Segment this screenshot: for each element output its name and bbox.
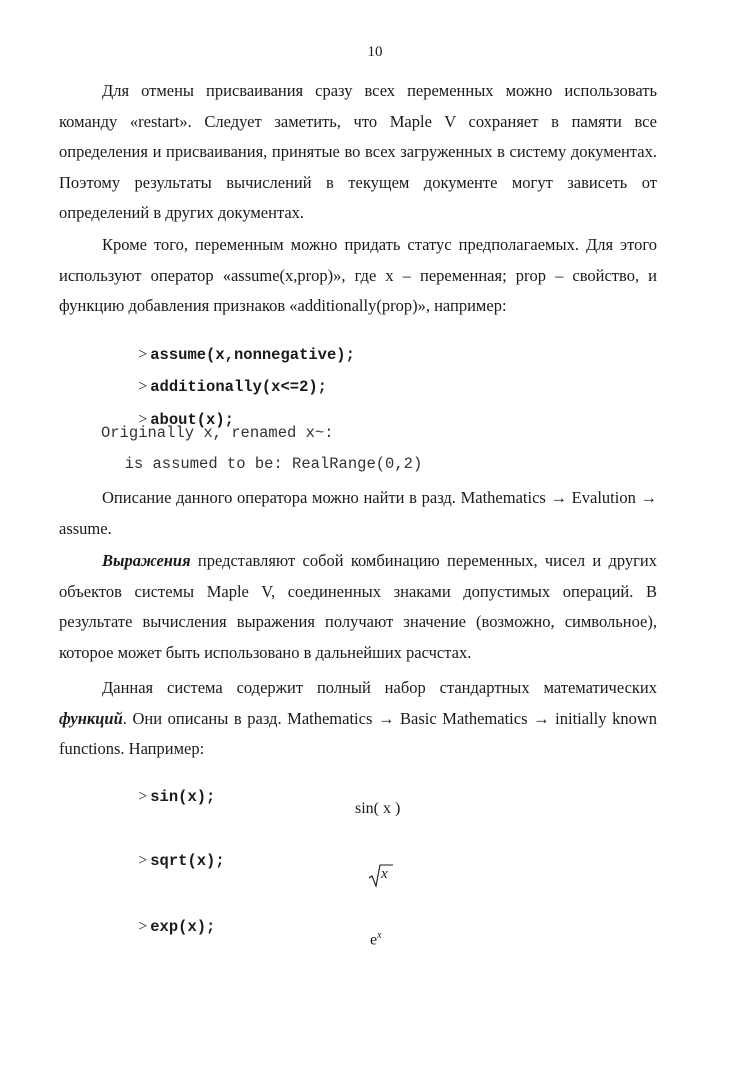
command-text: sin(x);: [150, 788, 216, 806]
command-text: exp(x);: [150, 918, 216, 936]
command-text: additionally(x<=2);: [150, 378, 327, 396]
maple-input-sqrt: [101, 834, 225, 888]
exp-base: e: [370, 931, 378, 949]
prompt-symbol: >: [138, 918, 148, 935]
maple-output-line-1: Originally x, renamed x~:: [101, 424, 334, 442]
paragraph-expressions-text: представляют собой комбинацию переменных, чисел и других объектов системы Maple V, соединенных знаками допустимых операций. В результате вычисления выражения получают значение (возможно, символьное), которое может быть использовано в дальнейших расчстах.: [59, 551, 657, 662]
maple-result-sin: sin( x ): [355, 800, 401, 817]
sqrt-argument: x: [381, 866, 388, 882]
prompt-symbol: >: [138, 378, 148, 395]
maple-input-exp: [101, 900, 215, 954]
command-text: about(x);: [150, 411, 234, 429]
paragraph-functions-start: Данная система содержит полный набор стандартных математических: [102, 678, 657, 697]
page-number: 10: [367, 44, 383, 60]
exp-exponent: x: [377, 930, 382, 941]
prompt-symbol: >: [138, 788, 148, 805]
maple-input-sin: [101, 770, 215, 824]
paragraph-assume: Кроме того, переменным можно придать статус предполагаемых. Для этого используют оператор «assume(x,prop)», где х – переменная; prop – свойство, и функцию добавления признаков «additionally(prop)», например:: [59, 235, 657, 315]
command-text: sqrt(x);: [150, 852, 225, 870]
maple-result-exp: [370, 930, 382, 949]
paragraph-description: Описание данного оператора можно найти в разд. Mathematics → Evalution → assume.: [59, 488, 657, 538]
paragraph-expressions: [59, 546, 657, 668]
command-text: assume(x,nonnegative);: [150, 346, 355, 364]
maple-output-line-2: is assumed to be: RealRange(0,2): [106, 455, 423, 473]
prompt-symbol: >: [138, 346, 148, 363]
paragraph-functions-text: . Они описаны в разд. Mathematics → Basic Mathematics → initially known functions. Например:: [59, 708, 657, 758]
term-expressions: Выражения: [102, 551, 191, 570]
paragraph-restart: Для отмены присваивания сразу всех переменных можно использовать команду «restart». Следует заметить, что Maple V сохраняет в памяти все определения и присваивания, принятые во всех загруженных в систему документах. Поэтому результаты вычислений в текущем документе могут зависеть от определений в других документах.: [59, 81, 657, 222]
maple-result-sqrt: [368, 862, 394, 888]
prompt-symbol: >: [138, 852, 148, 869]
prompt-symbol: >: [138, 411, 148, 428]
paragraph-functions: [59, 673, 657, 765]
term-functions: функций: [59, 708, 123, 728]
